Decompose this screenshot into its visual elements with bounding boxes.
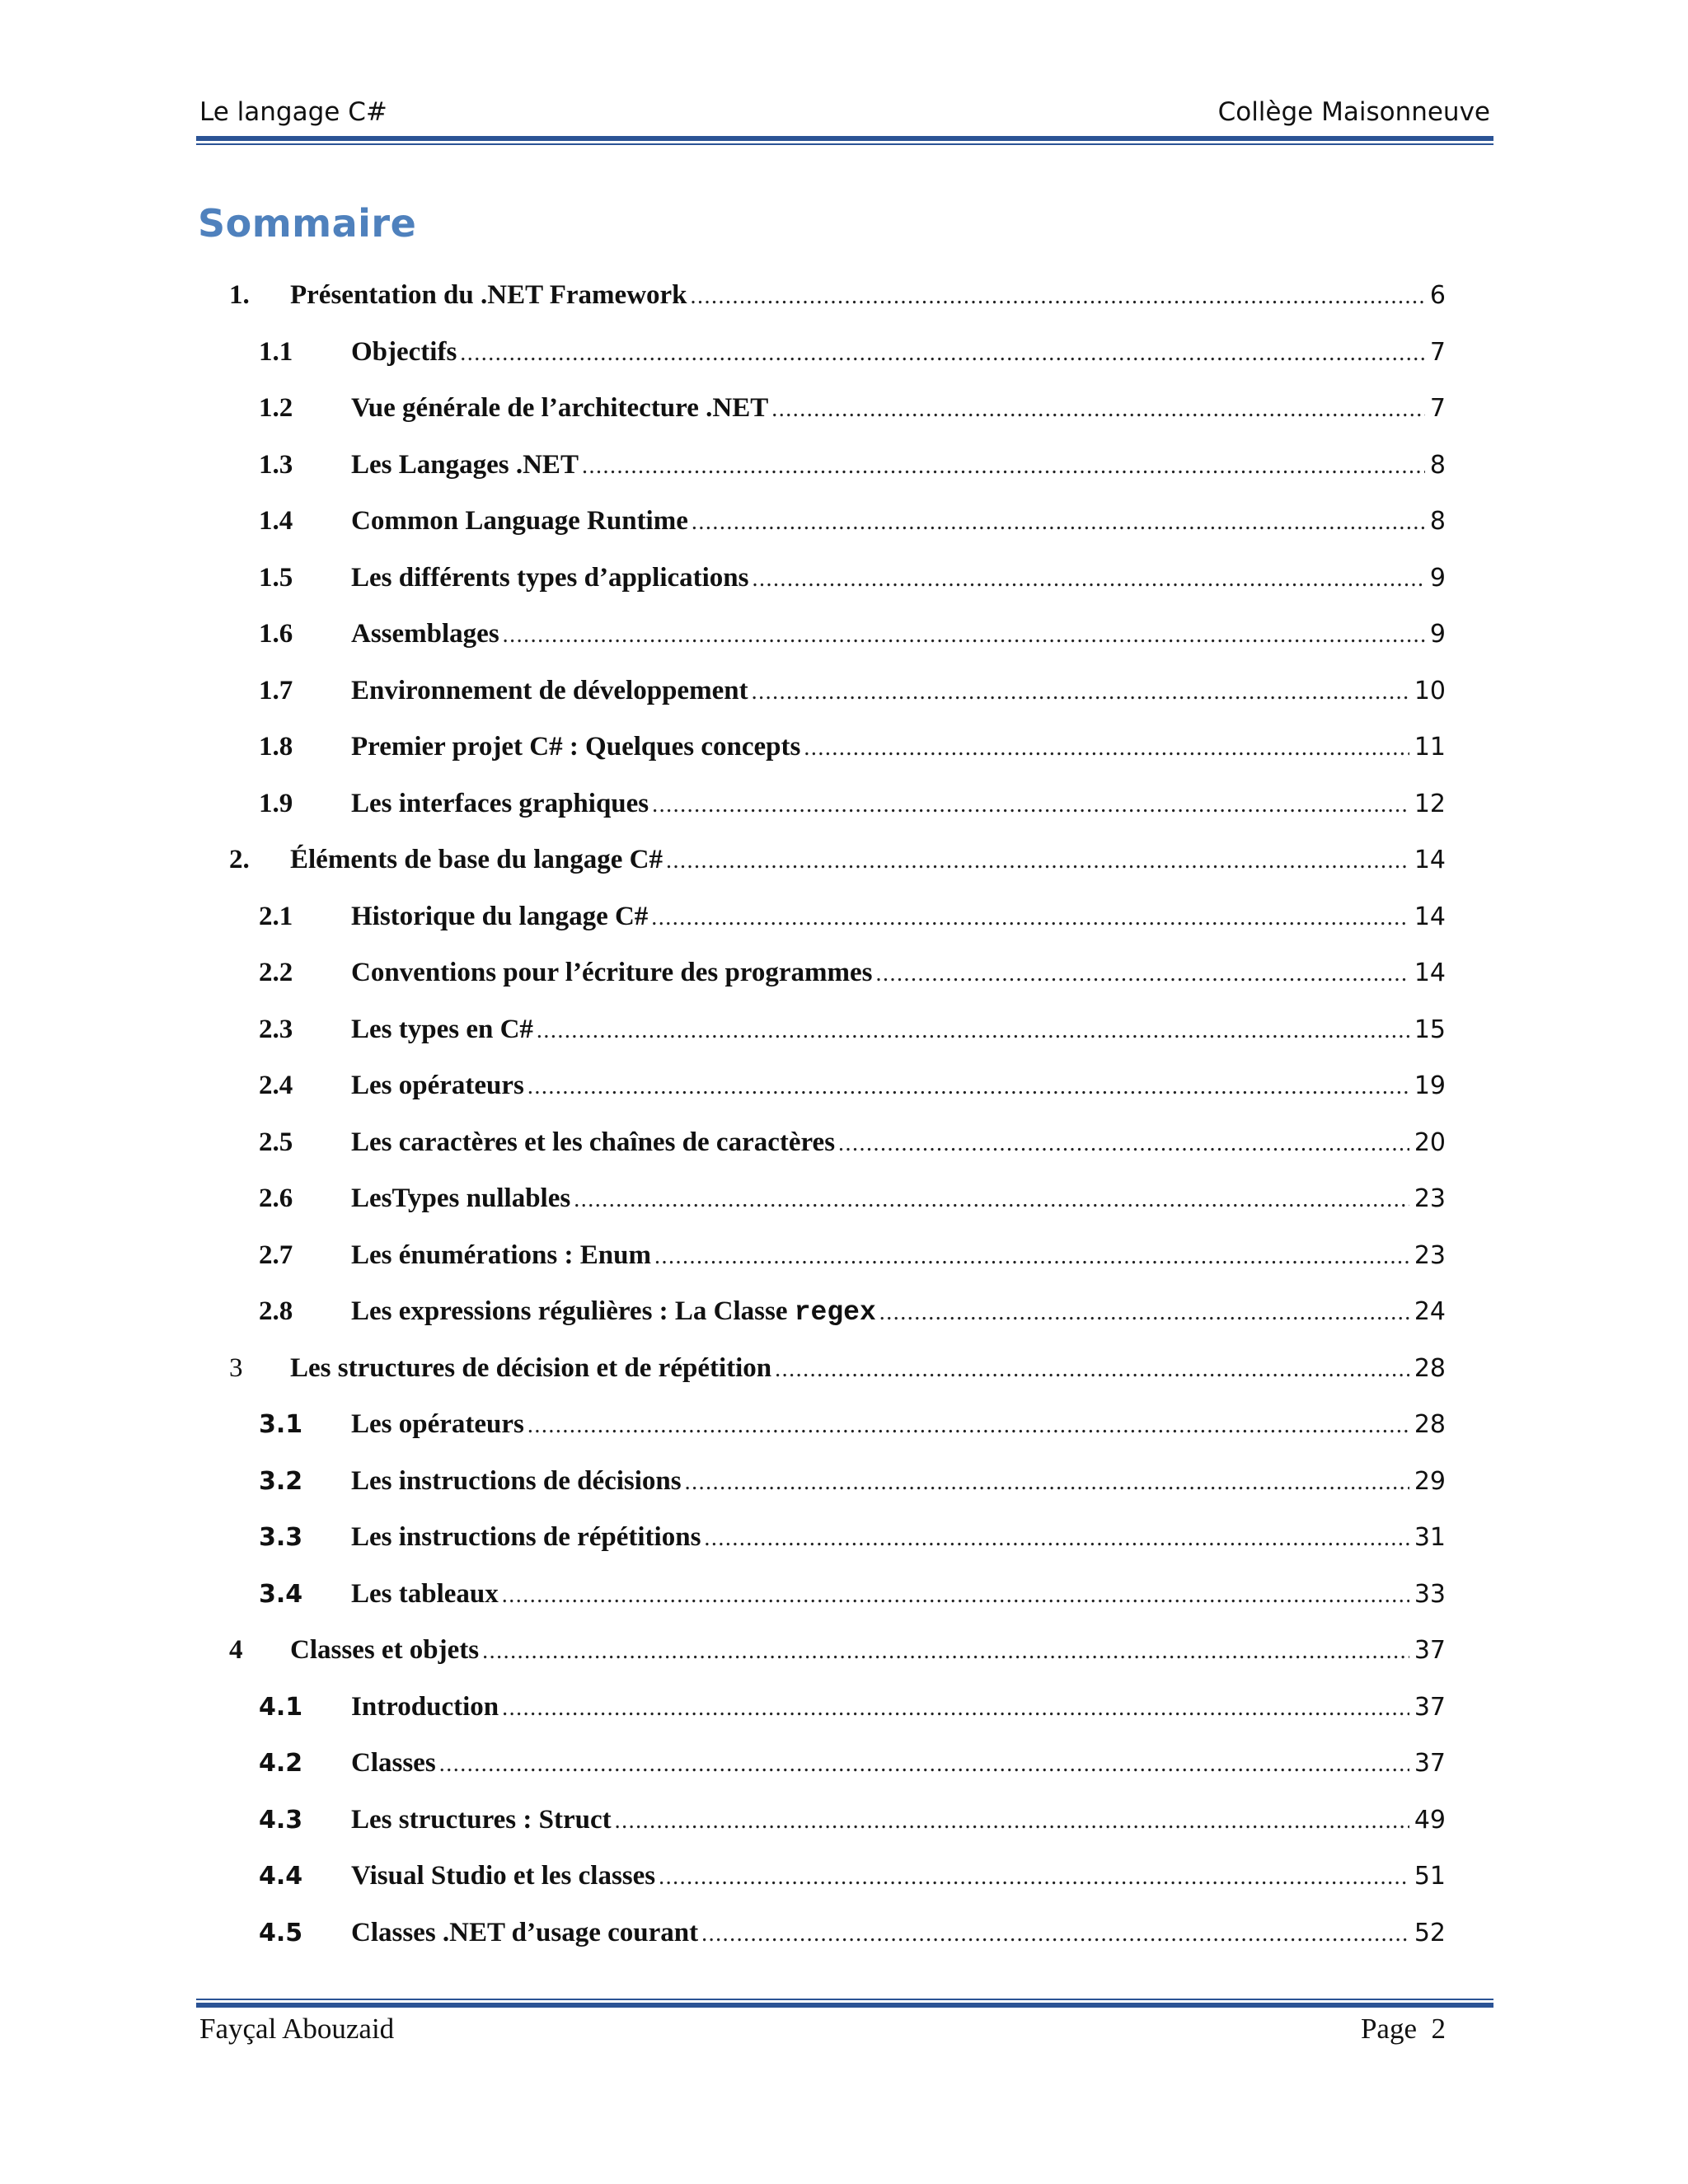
toc-label: Classes: [351, 1748, 436, 1778]
toc-number: 2.: [229, 845, 250, 874]
dot-leader: [666, 848, 1409, 874]
toc-number: 2.8: [259, 1296, 293, 1326]
toc-page: 15: [1414, 1015, 1446, 1044]
toc-number: 2.5: [259, 1127, 293, 1157]
toc-entry-1-7[interactable]: [229, 676, 1446, 733]
footer-page-number: 2: [1431, 2013, 1446, 2045]
dot-leader: [701, 1921, 1409, 1947]
toc-entry-2-3[interactable]: [229, 1015, 1446, 1071]
toc-label: Objectifs: [351, 336, 457, 367]
dot-leader: [528, 1413, 1409, 1439]
toc-label: Vue générale de l’architecture .NET: [351, 393, 769, 423]
toc-label: Premier projet C# : Quelques concepts: [351, 732, 801, 762]
toc-label: [351, 1296, 876, 1328]
dot-leader: [502, 1582, 1409, 1609]
toc-entry-1-3[interactable]: [229, 450, 1446, 507]
dot-leader: [771, 396, 1425, 423]
toc-label: Classes .NET d’usage courant: [351, 1917, 699, 1947]
toc-page: 37: [1414, 1692, 1446, 1722]
toc-page: 19: [1414, 1071, 1446, 1100]
toc-label: Les structures : Struct: [351, 1804, 612, 1835]
page-header: [196, 97, 1493, 138]
toc-page: 8: [1429, 507, 1446, 536]
dot-leader: [439, 1751, 1409, 1778]
footer-page: [1361, 2013, 1446, 2046]
dot-leader: [752, 679, 1409, 705]
dot-leader: [615, 1808, 1409, 1835]
toc-page: 28: [1414, 1353, 1446, 1383]
toc-entry-3-1[interactable]: [229, 1409, 1446, 1466]
header-rule-thin: [196, 143, 1493, 145]
toc-entry-3-4[interactable]: [229, 1579, 1446, 1636]
toc-page: 9: [1429, 563, 1446, 593]
header-institution: Collège Maisonneuve: [1217, 97, 1490, 127]
toc-number: 4.2: [259, 1749, 303, 1778]
dot-leader: [753, 566, 1425, 593]
toc-number: 4.3: [259, 1805, 303, 1835]
page-footer: [196, 2013, 1493, 2054]
toc-page: 10: [1414, 676, 1446, 705]
dot-leader: [582, 453, 1425, 480]
toc-number: 2.6: [259, 1183, 293, 1213]
toc-page: 33: [1414, 1579, 1446, 1609]
toc-page: 51: [1414, 1862, 1446, 1891]
toc-number: 2.3: [259, 1014, 293, 1044]
toc-entry-2-5[interactable]: [229, 1127, 1446, 1184]
footer-rule: [196, 2003, 1493, 2008]
dot-leader: [651, 905, 1409, 931]
toc-label: Les différents types d’applications: [351, 562, 749, 593]
toc-label: Les Langages .NET: [351, 449, 579, 480]
toc-number: 4.5: [259, 1918, 303, 1947]
toc-page: 14: [1414, 846, 1446, 874]
dot-leader: [574, 1187, 1409, 1213]
dot-leader: [659, 1864, 1409, 1891]
dot-leader: [879, 1300, 1409, 1326]
toc-number: 1.9: [259, 788, 293, 818]
toc-number: 1.5: [259, 562, 293, 593]
toc-label: Les opérateurs: [351, 1071, 524, 1100]
dot-leader: [482, 1638, 1409, 1665]
dot-leader: [537, 1018, 1409, 1044]
toc-entry-4[interactable]: [229, 1635, 1446, 1692]
toc-number: 3.2: [259, 1466, 303, 1496]
toc-page: 6: [1429, 281, 1446, 310]
toc-label: Éléments de base du langage C#: [290, 845, 663, 874]
toc-label: Assemblages: [351, 619, 499, 649]
toc-label: Historique du langage C#: [351, 901, 649, 931]
footer-author: Fayçal Abouzaid: [199, 2013, 395, 2045]
toc-number: 1.7: [259, 675, 293, 705]
toc-number: 1.: [229, 280, 250, 310]
dot-leader: [804, 735, 1409, 762]
dot-leader: [502, 1695, 1409, 1722]
toc-page: 37: [1414, 1749, 1446, 1778]
toc-page: 29: [1414, 1466, 1446, 1496]
page-title: Sommaire: [198, 201, 417, 246]
code-regex: regex: [794, 1297, 876, 1328]
toc-number: 2.7: [259, 1240, 293, 1270]
toc-page: 11: [1414, 733, 1446, 762]
header-course-title: Le langage C#: [199, 97, 387, 127]
toc-page: 20: [1414, 1127, 1446, 1157]
toc-label: Les structures de décision et de répétition: [290, 1352, 772, 1383]
toc-label: Introduction: [351, 1691, 499, 1722]
toc-page: 14: [1414, 958, 1446, 987]
toc-page: 28: [1414, 1410, 1446, 1439]
toc-page: 23: [1414, 1240, 1446, 1270]
toc-page: 7: [1429, 337, 1446, 367]
toc-entry-1-1[interactable]: [229, 337, 1446, 394]
toc-label-text: Les expressions régulières : La Classe: [351, 1296, 795, 1326]
toc-entry-2-6[interactable]: [229, 1183, 1446, 1240]
toc-number: 3.4: [259, 1579, 303, 1609]
toc-entry-1[interactable]: [229, 280, 1446, 337]
toc-number: 4.1: [259, 1692, 303, 1722]
toc-label: Les caractères et les chaînes de caractères: [351, 1127, 836, 1157]
toc-page: 37: [1414, 1636, 1446, 1665]
toc-label: Les types en C#: [351, 1014, 533, 1044]
toc-page: 9: [1429, 620, 1446, 649]
toc-page: 14: [1414, 902, 1446, 931]
dot-leader: [704, 1526, 1409, 1552]
toc-entry-1-4[interactable]: [229, 506, 1446, 563]
dot-leader: [692, 509, 1425, 536]
toc-number: 4: [229, 1635, 243, 1665]
toc-label: Common Language Runtime: [351, 506, 688, 536]
toc-entry-4-2[interactable]: [229, 1748, 1446, 1805]
toc-page: 23: [1414, 1184, 1446, 1213]
toc-label: Les tableaux: [351, 1578, 499, 1609]
toc-label: Visual Studio et les classes: [351, 1861, 656, 1891]
toc-label: Présentation du .NET Framework: [290, 280, 687, 310]
toc-page: 12: [1414, 789, 1446, 818]
toc-number: 1.8: [259, 732, 293, 762]
table-of-contents: [229, 280, 1446, 1974]
toc-entry-1-2[interactable]: [229, 393, 1446, 450]
toc-entry-1-9[interactable]: [229, 789, 1446, 846]
dot-leader: [691, 284, 1425, 310]
toc-entry-2-2[interactable]: [229, 958, 1446, 1015]
toc-label: Les opérateurs: [351, 1409, 524, 1439]
dot-leader: [775, 1357, 1409, 1383]
dot-leader: [503, 622, 1425, 649]
toc-number: 3.3: [259, 1523, 303, 1552]
toc-entry-1-5[interactable]: [229, 563, 1446, 620]
toc-label: LesTypes nullables: [351, 1183, 571, 1213]
toc-entry-3-3[interactable]: [229, 1522, 1446, 1579]
toc-number: 2.2: [259, 958, 293, 987]
toc-entry-2-7[interactable]: [229, 1240, 1446, 1297]
toc-entry-2-8[interactable]: [229, 1296, 1446, 1353]
toc-entry-3-2[interactable]: [229, 1466, 1446, 1523]
toc-number: 1.3: [259, 449, 293, 480]
toc-entry-2[interactable]: [229, 845, 1446, 902]
toc-number: 2.4: [259, 1071, 293, 1100]
toc-label: Les énumérations : Enum: [351, 1240, 651, 1270]
toc-page: 49: [1414, 1805, 1446, 1835]
toc-number: 1.2: [259, 393, 293, 423]
toc-label: Classes et objets: [290, 1635, 480, 1665]
toc-label: Conventions pour l’écriture des programmes: [351, 958, 873, 987]
dot-leader: [685, 1469, 1409, 1496]
toc-entry-4-4[interactable]: [229, 1861, 1446, 1918]
toc-entry-4-5[interactable]: [229, 1918, 1446, 1975]
footer-rule-thin: [196, 1999, 1493, 2000]
toc-page: 52: [1414, 1918, 1446, 1947]
toc-entry-3[interactable]: [229, 1353, 1446, 1410]
dot-leader: [460, 340, 1425, 367]
toc-number: 4.4: [259, 1862, 303, 1891]
toc-label: Les instructions de décisions: [351, 1465, 682, 1496]
toc-entry-1-8[interactable]: [229, 732, 1446, 789]
toc-entry-2-4[interactable]: [229, 1071, 1446, 1127]
toc-page: 24: [1414, 1297, 1446, 1326]
toc-label: Les instructions de répétitions: [351, 1522, 701, 1552]
dot-leader: [652, 792, 1409, 818]
toc-number: 1.6: [259, 619, 293, 649]
toc-page: 31: [1414, 1523, 1446, 1552]
toc-entry-1-6[interactable]: [229, 619, 1446, 676]
toc-entry-2-1[interactable]: [229, 902, 1446, 958]
footer-page-label: Page: [1360, 2013, 1417, 2045]
dot-leader: [528, 1074, 1409, 1100]
dot-leader: [654, 1244, 1409, 1270]
toc-entry-4-3[interactable]: [229, 1805, 1446, 1862]
toc-number: 3.1: [259, 1410, 303, 1439]
dot-leader: [875, 961, 1409, 987]
toc-entry-4-1[interactable]: [229, 1692, 1446, 1749]
toc-number: 1.1: [259, 336, 293, 367]
header-rule: [196, 136, 1493, 141]
toc-page: 7: [1429, 394, 1446, 423]
toc-page: 8: [1429, 450, 1446, 480]
toc-label: Environnement de développement: [351, 675, 748, 705]
toc-number: 3: [229, 1352, 243, 1383]
toc-number: 1.4: [259, 506, 293, 536]
toc-number: 2.1: [259, 901, 293, 931]
dot-leader: [838, 1131, 1409, 1157]
toc-label: Les interfaces graphiques: [351, 788, 649, 818]
